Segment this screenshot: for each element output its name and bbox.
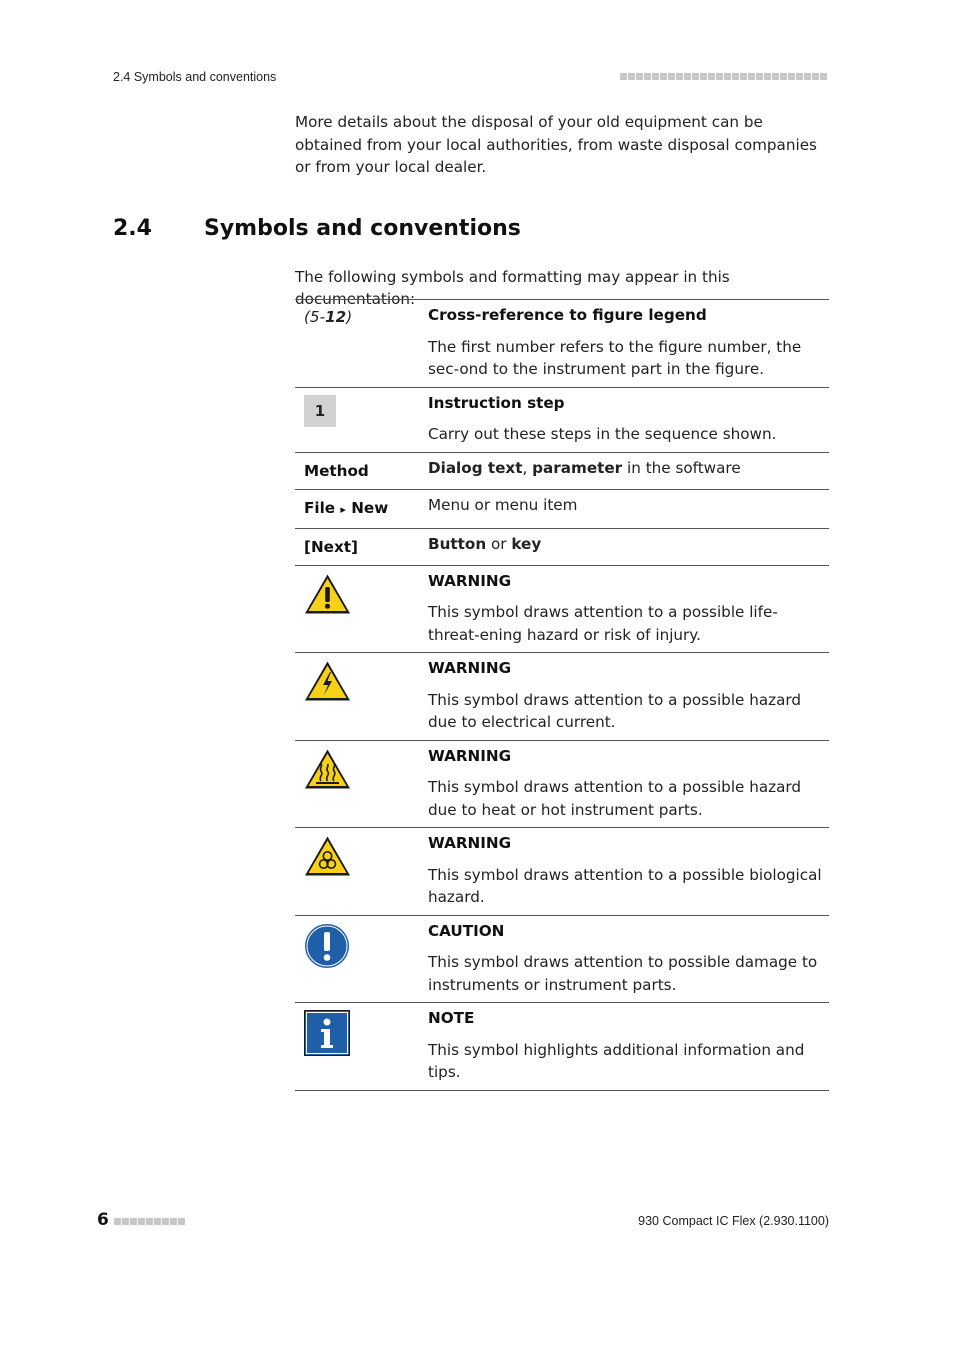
table-row [295, 300, 829, 388]
section-heading [113, 216, 521, 241]
button-symbol: [Next] [304, 537, 358, 556]
table-row [295, 1003, 829, 1091]
table-row [295, 915, 829, 1003]
table-row [295, 740, 829, 828]
table-row [295, 452, 829, 489]
row-text: This symbol draws attention to a possible life-threat-ening hazard or risk of injury. [428, 603, 778, 644]
electric-hazard-icon [304, 660, 351, 702]
table-row [295, 828, 829, 916]
hot-surface-icon [304, 748, 351, 790]
row-title: WARNING [428, 746, 512, 765]
table-row [295, 565, 829, 653]
row-text: This symbol highlights additional information and tips. [428, 1040, 805, 1081]
row-text: This symbol draws attention to a possible hazard due to electrical current. [428, 690, 802, 731]
row-text: Carry out these steps in the sequence shown. [428, 425, 777, 443]
table-row [295, 528, 829, 565]
row-title: CAUTION [428, 921, 505, 940]
footer-product-title: 930 Compact IC Flex (2.930.1100) [638, 1214, 829, 1228]
row-text: This symbol draws attention to a possible biological hazard. [428, 865, 822, 906]
table-row [295, 653, 829, 741]
menu-description: Menu or menu item [428, 495, 578, 514]
page-number: 6 [97, 1210, 109, 1230]
instruction-step-badge: 1 [304, 395, 336, 427]
table-row [295, 387, 829, 452]
footer-decoration-squares [114, 1218, 185, 1225]
caution-exclamation-icon [304, 923, 350, 969]
row-title: WARNING [428, 571, 512, 590]
row-text: This symbol draws attention to a possible hazard due to heat or hot instrument parts. [428, 778, 802, 819]
intro-paragraph: More details about the disposal of your old equipment can be obtained from your local authorities, from waste disposal companies or from your local dealer. [295, 113, 817, 176]
conventions-table [295, 299, 829, 1091]
row-text: This symbol draws attention to possible damage to instruments or instrument parts. [428, 953, 818, 994]
row-title: Instruction step [428, 393, 565, 412]
button-description: Button or key [428, 534, 542, 553]
menu-arrow-icon: ▸ [340, 502, 346, 516]
row-title: WARNING [428, 659, 512, 677]
table-row [295, 489, 829, 528]
warning-triangle-icon [304, 573, 351, 615]
running-head-title: 2.4 Symbols and conventions [113, 70, 277, 84]
menu-symbol: File ▸ New [304, 498, 389, 517]
method-description: Dialog text, parameter in the software [428, 458, 741, 477]
section-title: Symbols and conventions [204, 216, 521, 241]
method-symbol: Method [304, 461, 369, 480]
info-icon [304, 1010, 350, 1056]
row-title: WARNING [428, 834, 512, 852]
row-title: Cross-reference to figure legend [428, 306, 707, 324]
section-lead: The following symbols and formatting may appear in this documentation: [295, 268, 730, 308]
xref-symbol: (5-12) [304, 308, 353, 326]
row-title: NOTE [428, 1009, 475, 1027]
section-number: 2.4 [113, 216, 152, 241]
row-text: The first number refers to the figure number, the sec-ond to the instrument part in the figure. [428, 337, 802, 378]
biohazard-icon [304, 835, 351, 877]
header-decoration-squares [620, 73, 827, 80]
